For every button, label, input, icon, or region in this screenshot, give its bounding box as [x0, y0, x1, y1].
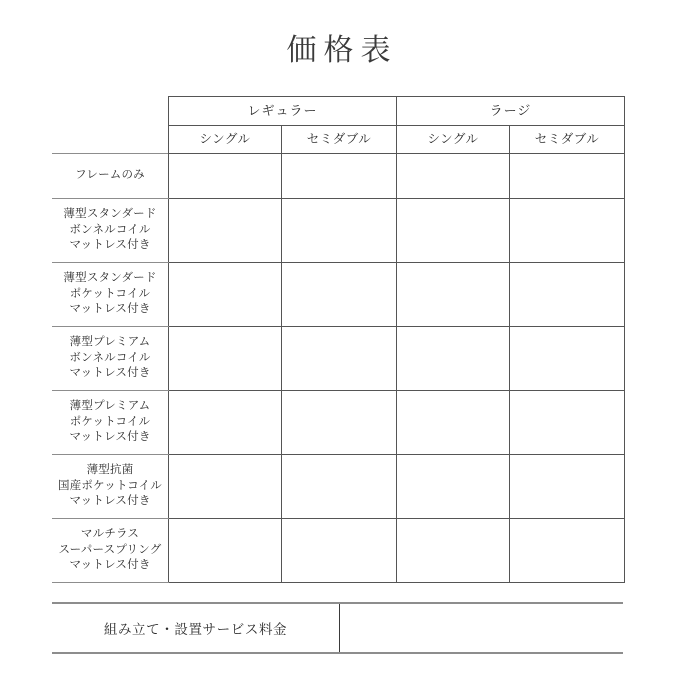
service-fee-label: 組み立て・設置サービス料金	[52, 603, 340, 653]
price-cell-regular-semidouble	[282, 263, 397, 327]
price-cell-large-single	[397, 199, 510, 263]
row-label-multilas-super-spring	[52, 519, 169, 583]
price-cell-large-semidouble	[510, 519, 625, 583]
price-cell-large-single	[397, 519, 510, 583]
service-row	[52, 603, 623, 653]
table-row	[52, 199, 625, 263]
header-corner-cell	[52, 97, 169, 126]
column-group-large: ラージ	[397, 97, 625, 126]
price-cell-regular-single	[169, 455, 282, 519]
table-row	[52, 391, 625, 455]
price-cell-regular-single	[169, 391, 282, 455]
price-cell-regular-single	[169, 327, 282, 391]
row-label-thin-standard-bonnell	[52, 199, 169, 263]
row-label-frame-only	[52, 154, 169, 199]
price-cell-large-single	[397, 391, 510, 455]
price-cell-regular-semidouble	[282, 519, 397, 583]
row-label-thin-standard-pocket	[52, 263, 169, 327]
table-row	[52, 154, 625, 199]
price-cell-regular-single	[169, 154, 282, 199]
price-table-body	[52, 154, 625, 583]
price-table-header	[52, 97, 625, 154]
row-label-line: ポケットコイル	[69, 415, 151, 428]
price-cell-large-semidouble	[510, 391, 625, 455]
price-cell-regular-semidouble	[282, 391, 397, 455]
price-cell-large-single	[397, 327, 510, 391]
column-large-single: シングル	[397, 126, 510, 154]
column-regular-single: シングル	[169, 126, 282, 154]
price-cell-regular-semidouble	[282, 455, 397, 519]
assembly-service-fee-bar	[52, 602, 623, 654]
row-label-line: マルチラス	[80, 528, 140, 541]
row-label-line: マットレス付き	[69, 559, 151, 572]
header-corner-cell-2	[52, 126, 169, 154]
row-label-line: ボンネルコイル	[69, 351, 151, 364]
column-large-semidouble: セミダブル	[510, 126, 625, 154]
row-label-line: マットレス付き	[69, 495, 151, 508]
header-row-subgroup	[52, 126, 625, 154]
row-label-line: マットレス付き	[69, 239, 151, 252]
price-cell-regular-single	[169, 519, 282, 583]
row-label-thin-premium-bonnell	[52, 327, 169, 391]
price-cell-large-single	[397, 154, 510, 199]
row-label-line: 薄型スタンダード	[63, 208, 157, 221]
row-label-line: ポケットコイル	[69, 287, 151, 300]
row-label-line: ボンネルコイル	[69, 223, 151, 236]
service-fee-value	[340, 603, 624, 653]
price-cell-large-semidouble	[510, 199, 625, 263]
price-cell-large-semidouble	[510, 455, 625, 519]
table-row	[52, 455, 625, 519]
row-label-line: スーパースプリング	[58, 543, 162, 556]
price-cell-regular-semidouble	[282, 327, 397, 391]
price-cell-large-semidouble	[510, 263, 625, 327]
table-row	[52, 327, 625, 391]
price-cell-regular-single	[169, 263, 282, 327]
row-label-line: 薄型プレミアム	[69, 336, 151, 349]
row-label-line: マットレス付き	[69, 431, 151, 444]
row-label-line: 国産ポケットコイル	[58, 479, 162, 492]
table-row	[52, 263, 625, 327]
column-group-regular: レギュラー	[169, 97, 397, 126]
price-cell-regular-single	[169, 199, 282, 263]
row-label-line: マットレス付き	[69, 367, 151, 380]
header-row-group	[52, 97, 625, 126]
price-cell-large-single	[397, 263, 510, 327]
row-label-line: 薄型プレミアム	[69, 400, 151, 413]
price-table	[52, 96, 625, 583]
column-regular-semidouble: セミダブル	[282, 126, 397, 154]
price-cell-large-single	[397, 455, 510, 519]
row-label-line: フレームのみ	[75, 169, 145, 182]
page-title: 価格表	[286, 34, 398, 67]
row-label-line: マットレス付き	[69, 303, 151, 316]
row-label-thin-antibacterial-domestic-pocket	[52, 455, 169, 519]
row-label-line: 薄型スタンダード	[63, 272, 157, 285]
row-label-line: 薄型抗菌	[86, 464, 134, 477]
row-label-thin-premium-pocket	[52, 391, 169, 455]
price-cell-regular-semidouble	[282, 199, 397, 263]
price-cell-regular-semidouble	[282, 154, 397, 199]
table-row	[52, 519, 625, 583]
price-cell-large-semidouble	[510, 154, 625, 199]
price-cell-large-semidouble	[510, 327, 625, 391]
